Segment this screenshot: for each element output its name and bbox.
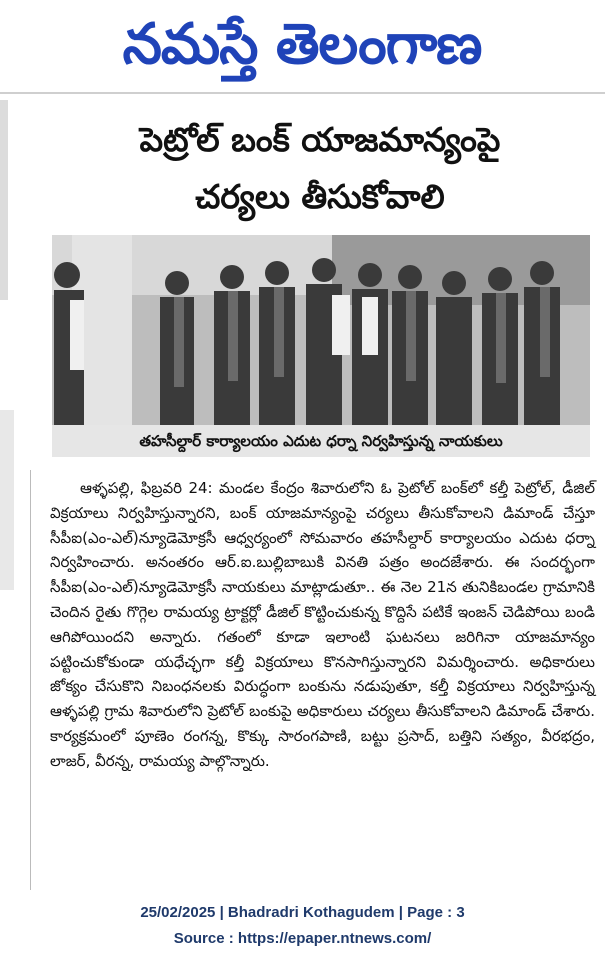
newspaper-logo: నమస్తే తెలంగాణ [122,12,482,77]
adjacent-column-edge [0,100,8,300]
news-photo [52,235,590,425]
headline-line-2: చర్యలు తీసుకోవాలి [195,177,445,216]
protest-group-photo [52,235,590,425]
photo-caption: తహసీల్దార్ కార్యాలయం ఎదుట ధర్నా నిర్వహిస్తున్న నాయకులు [52,425,590,457]
article-body: ఆళ్ళపల్లి, ఫిబ్రవరి 24: మండల కేంద్రం శివారులోని ఓ ప్రెటోల్ బంక్‌లో కల్తీ పెట్రోల్, డీజిల్ విక్రయాలు నిర్వహిస్తున్నారని, బంక్ యాజమాన్యంపై చర్యలు తీసుకోవాలని డిమాండ్ చేస్తూ సీపీఐ(ఎం-ఎల్)న్యూడెమోక్రసీ ఆధ్వర్యంలో సోమవారం తహసీల్దార్ కార్యాలయం ఎదుట ధర్నా నిర్వహించారు. అనంతరం ఆర్.ఐ.బుల్లిబాబుకి వినతి పత్రం అందజేశారు. ఈ సందర్భంగా సీపీఐ(ఎం-ఎల్)న్యూడెమోక్రసీ నాయకులు మాట్లాడుతూ.. ఈ నెల 21న తునికిబండల గ్రామానికి చెందిన రైతు గొగ్గెల రామయ్య ట్రాక్టర్లో డీజిల్ కొట్టించుకున్న కొద్దిసే పటికే ఇంజన్ చెడిపోయి బండి ఆగిపోయిందని అన్నారు. గతంలో కూడా ఇలాంటి ఘటనలు జరిగినా యాజమాన్యం పట్టించుకోకుండా యధేచ్ఛగా కల్తీ విక్రయాలు కొనసాగిస్తున్నారని విమర్శించారు. అధికారులు జోక్యం చేసుకొని నిబంధనలకు విరుద్ధంగా బంకును నడుపుతూ, కల్తీ విక్రయాలు నిర్వహిస్తున్న ఆళ్ళపల్లి గ్రామ శివారులోని ప్రెటోల్ బంకుపై అధికారులు చర్యలు తీసుకోవాలని డిమాండ్ చేశారు. కార్యక్రమంలో పూణెం రంగన్న, కొక్కు సారంగపాణి, బట్టు ప్రసాద్, బత్తిని సత్యం, వీరభద్రం, లాజర్, వీరన్న, రామయ్య పాల్గొన్నారు. [50,479,595,770]
masthead [0,0,605,92]
adjacent-column-edge [0,410,14,590]
headline-line-1: పెట్రోల్ బంక్ యాజమాన్యంపై [139,120,501,159]
divider [0,92,605,94]
source-link[interactable]: Source : https://epaper.ntnews.com/ [173,930,432,947]
column-divider [30,470,31,890]
edition-info: 25/02/2025 | Bhadradri Kothagudem | Page : 3 [140,904,465,921]
